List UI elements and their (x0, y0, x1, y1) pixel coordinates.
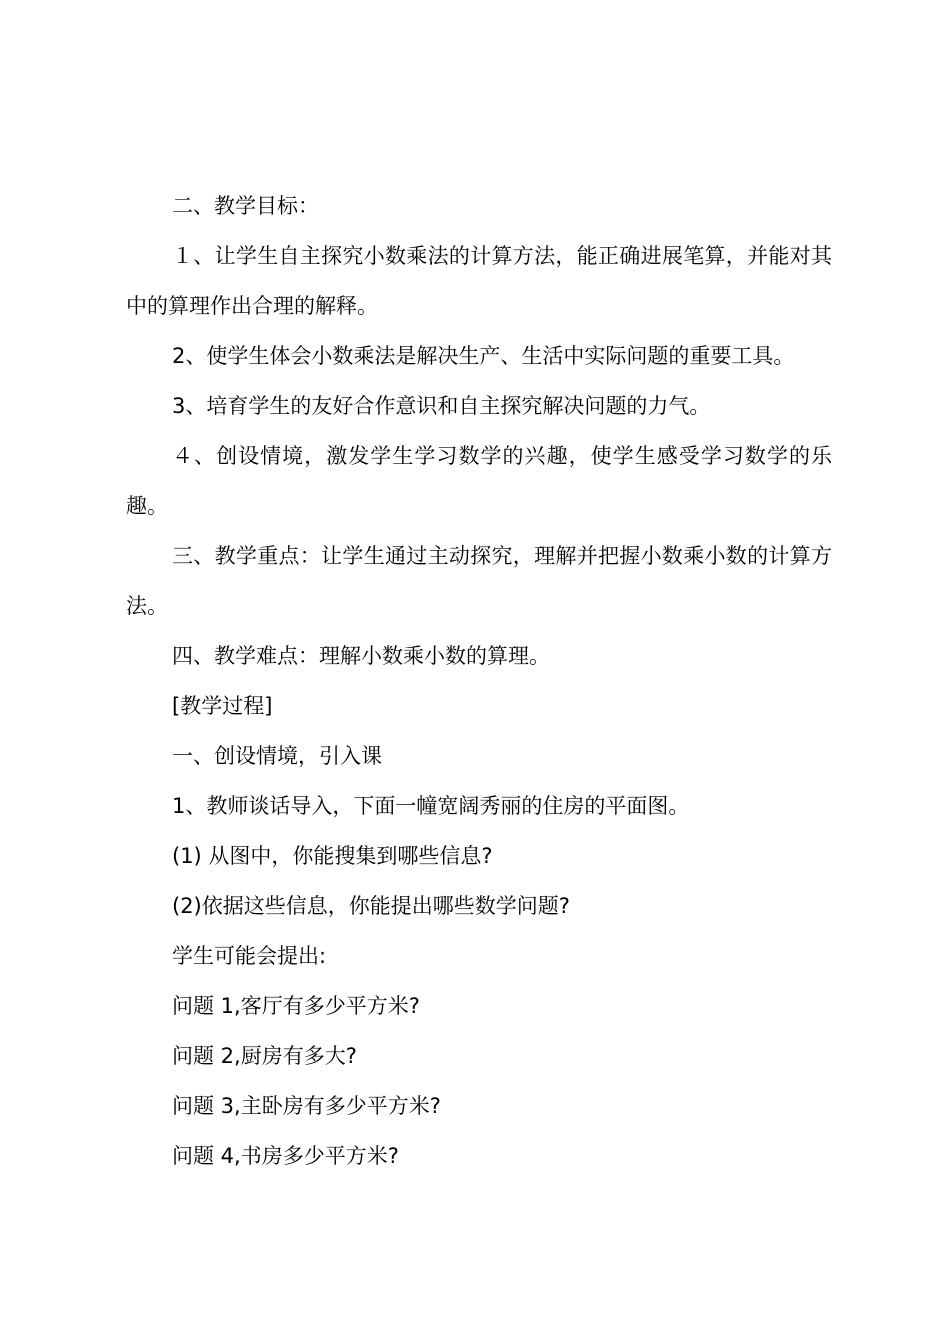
question-prompt-1: (1) 从图中，你能搜集到哪些信息? (172, 844, 493, 868)
process-step-heading: 一、创设情境，引入课 (172, 744, 382, 768)
objective-item-3: 3、培育学生的友好合作意识和自主探究解决问题的力气。 (172, 394, 711, 418)
document-body (126, 181, 832, 1181)
section-heading-key-point: 三、教学重点：让学生通过主动探究，理解并把握小数乘小数的计算方法。 (126, 544, 832, 618)
question-prompt-2: (2)依据这些信息，你能提出哪些数学问题? (172, 894, 570, 918)
student-question-1: 问题 1,客厅有多少平方米? (172, 994, 420, 1018)
objective-item-2: 2、使学生体会小数乘法是解决生产、生活中实际问题的重要工具。 (172, 344, 795, 368)
objective-item-4: ４、创设情境，激发学生学习数学的兴趣，使学生感受学习数学的乐趣。 (126, 444, 832, 518)
student-question-4: 问题 4,书房多少平方米? (172, 1144, 399, 1168)
section-heading-difficulty: 四、教学难点：理解小数乘小数的算理。 (172, 644, 550, 668)
students-may-ask: 学生可能会提出: (172, 944, 327, 968)
section-heading-process: [教学过程] (172, 694, 273, 718)
student-question-3: 问题 3,主卧房有多少平方米? (172, 1094, 441, 1118)
process-item-1: 1、教师谈话导入，下面一幢宽阔秀丽的住房的平面图。 (172, 794, 690, 818)
section-heading-objectives: 二、教学目标： (172, 194, 319, 218)
student-question-2: 问题 2,厨房有多大? (172, 1044, 357, 1068)
objective-item-1: １、让学生自主探究小数乘法的计算方法，能正确进展笔算，并能对其中的算理作出合理的解释。 (126, 244, 832, 318)
